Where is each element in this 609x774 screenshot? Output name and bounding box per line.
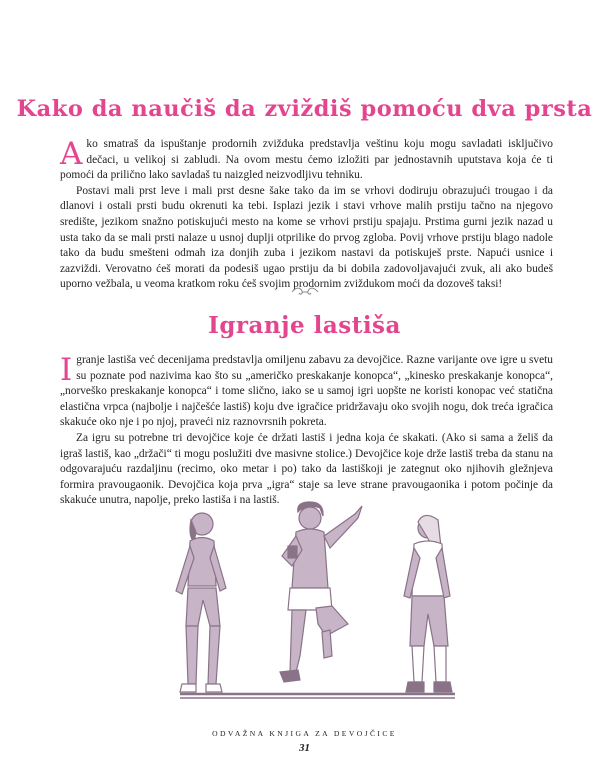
- paragraph: [60, 353, 553, 431]
- section-title-elastics: Igranje lastiša: [208, 312, 401, 339]
- paragraph: Za igru su potrebne tri devojčice koje će držati lastiš i jedna koja će skakati. (Ako si sama a želiš da igraš lastiš, kao „držači“ ti mogu poslužiti dve masivne stolice.) Devojčice koje drže lastiš treba da stanu na odgovarajuću razdaljinu (recimo, oko metar i po) tako da lastiškoji je zategnut oko njihovih gležnjeva formira pravougaonik. Devojčica koja prva „igra“ staje sa leve strane pravougaonika i potom počinje da skakuće unutra, napolje, preko lastiša i na lastiš.: [60, 431, 553, 507]
- elastics-text: [60, 353, 553, 509]
- whistling-text: [60, 137, 553, 293]
- three-girls-playing-elastics-illustration: [150, 496, 480, 711]
- book-title-footer: ODVAŽNA KNJIGA ZA DEVOJČICE: [212, 729, 397, 738]
- paragraph: [60, 137, 553, 184]
- ornament-swirl-icon: [290, 286, 320, 298]
- drop-cap: A: [60, 136, 83, 172]
- paragraph-text: granje lastiša već decenijama predstavlja omiljenu zabavu za devojčice. Razne varijante ove igre u svetu su poznate pod nazivima kao što su „američko preskakanje konopca“, „kinesko preskakanje konopca“, „norveško preskakanje konopca“ i tome slično, iako se u samoj igri uopšte ne koristi konopac već statična elastična vrpca (najbolje i najčešće lastiš) koju dve igračice pridržavaju oko svojih nogu, dok treća igračica skakuće oko nje i po njoj, praveći niz raznovrsnih pokreta.: [60, 354, 553, 429]
- right-girl-figure: [404, 515, 452, 692]
- drop-cap: I: [60, 352, 73, 388]
- jumping-girl-figure: [280, 502, 362, 682]
- paragraph: Postavi mali prst leve i mali prst desne šake tako da im se vrhovi dodiruju obrazujući trougao i da dlanovi i ostali prsti budu okrenuti ka tebi. Isplazi jezik i stavi vrhove malih prstiju tačno na njegovo središte, jezikom snažno potiskujući mesto na kome se vrhovi prstiju spajaju. Prstima gurni jezik nazad u usta tako da se mali prsti nalaze u usnoj duplji otprilike do prvog zgloba. Povij vrhove prstiju blago nadole tako da budu smešteni odmah iza donjih zuba i jezikom nastavi da potiskuješ prste. Napući usnice i zazviždi. Verovatno ćeš morati da podesiš ugao prstiju da bi dobila zadovoljavajući zvuk, ali ako budeš uporno vežbala, u veoma kratkom roku ćeš svojim prodornim zviždukom moći da dozoveš taksi!: [60, 184, 553, 291]
- section-title-whistling: Kako da naučiš da zviždiš pomoću dva prsta: [16, 96, 593, 122]
- paragraph-text: ko smatraš da ispuštanje prodornih zvižduka predstavlja veštinu koju mogu savladati isključivo dečaci, u velikoj si zabludi. Na ovom mestu ćemo izložiti par jednostavnih uputstava koja će ti pomoći da prilično lako savladaš tu naizgled neizvodljivu tehniku.: [60, 138, 553, 182]
- page-number: 31: [299, 742, 310, 754]
- left-girl-figure: [176, 513, 226, 692]
